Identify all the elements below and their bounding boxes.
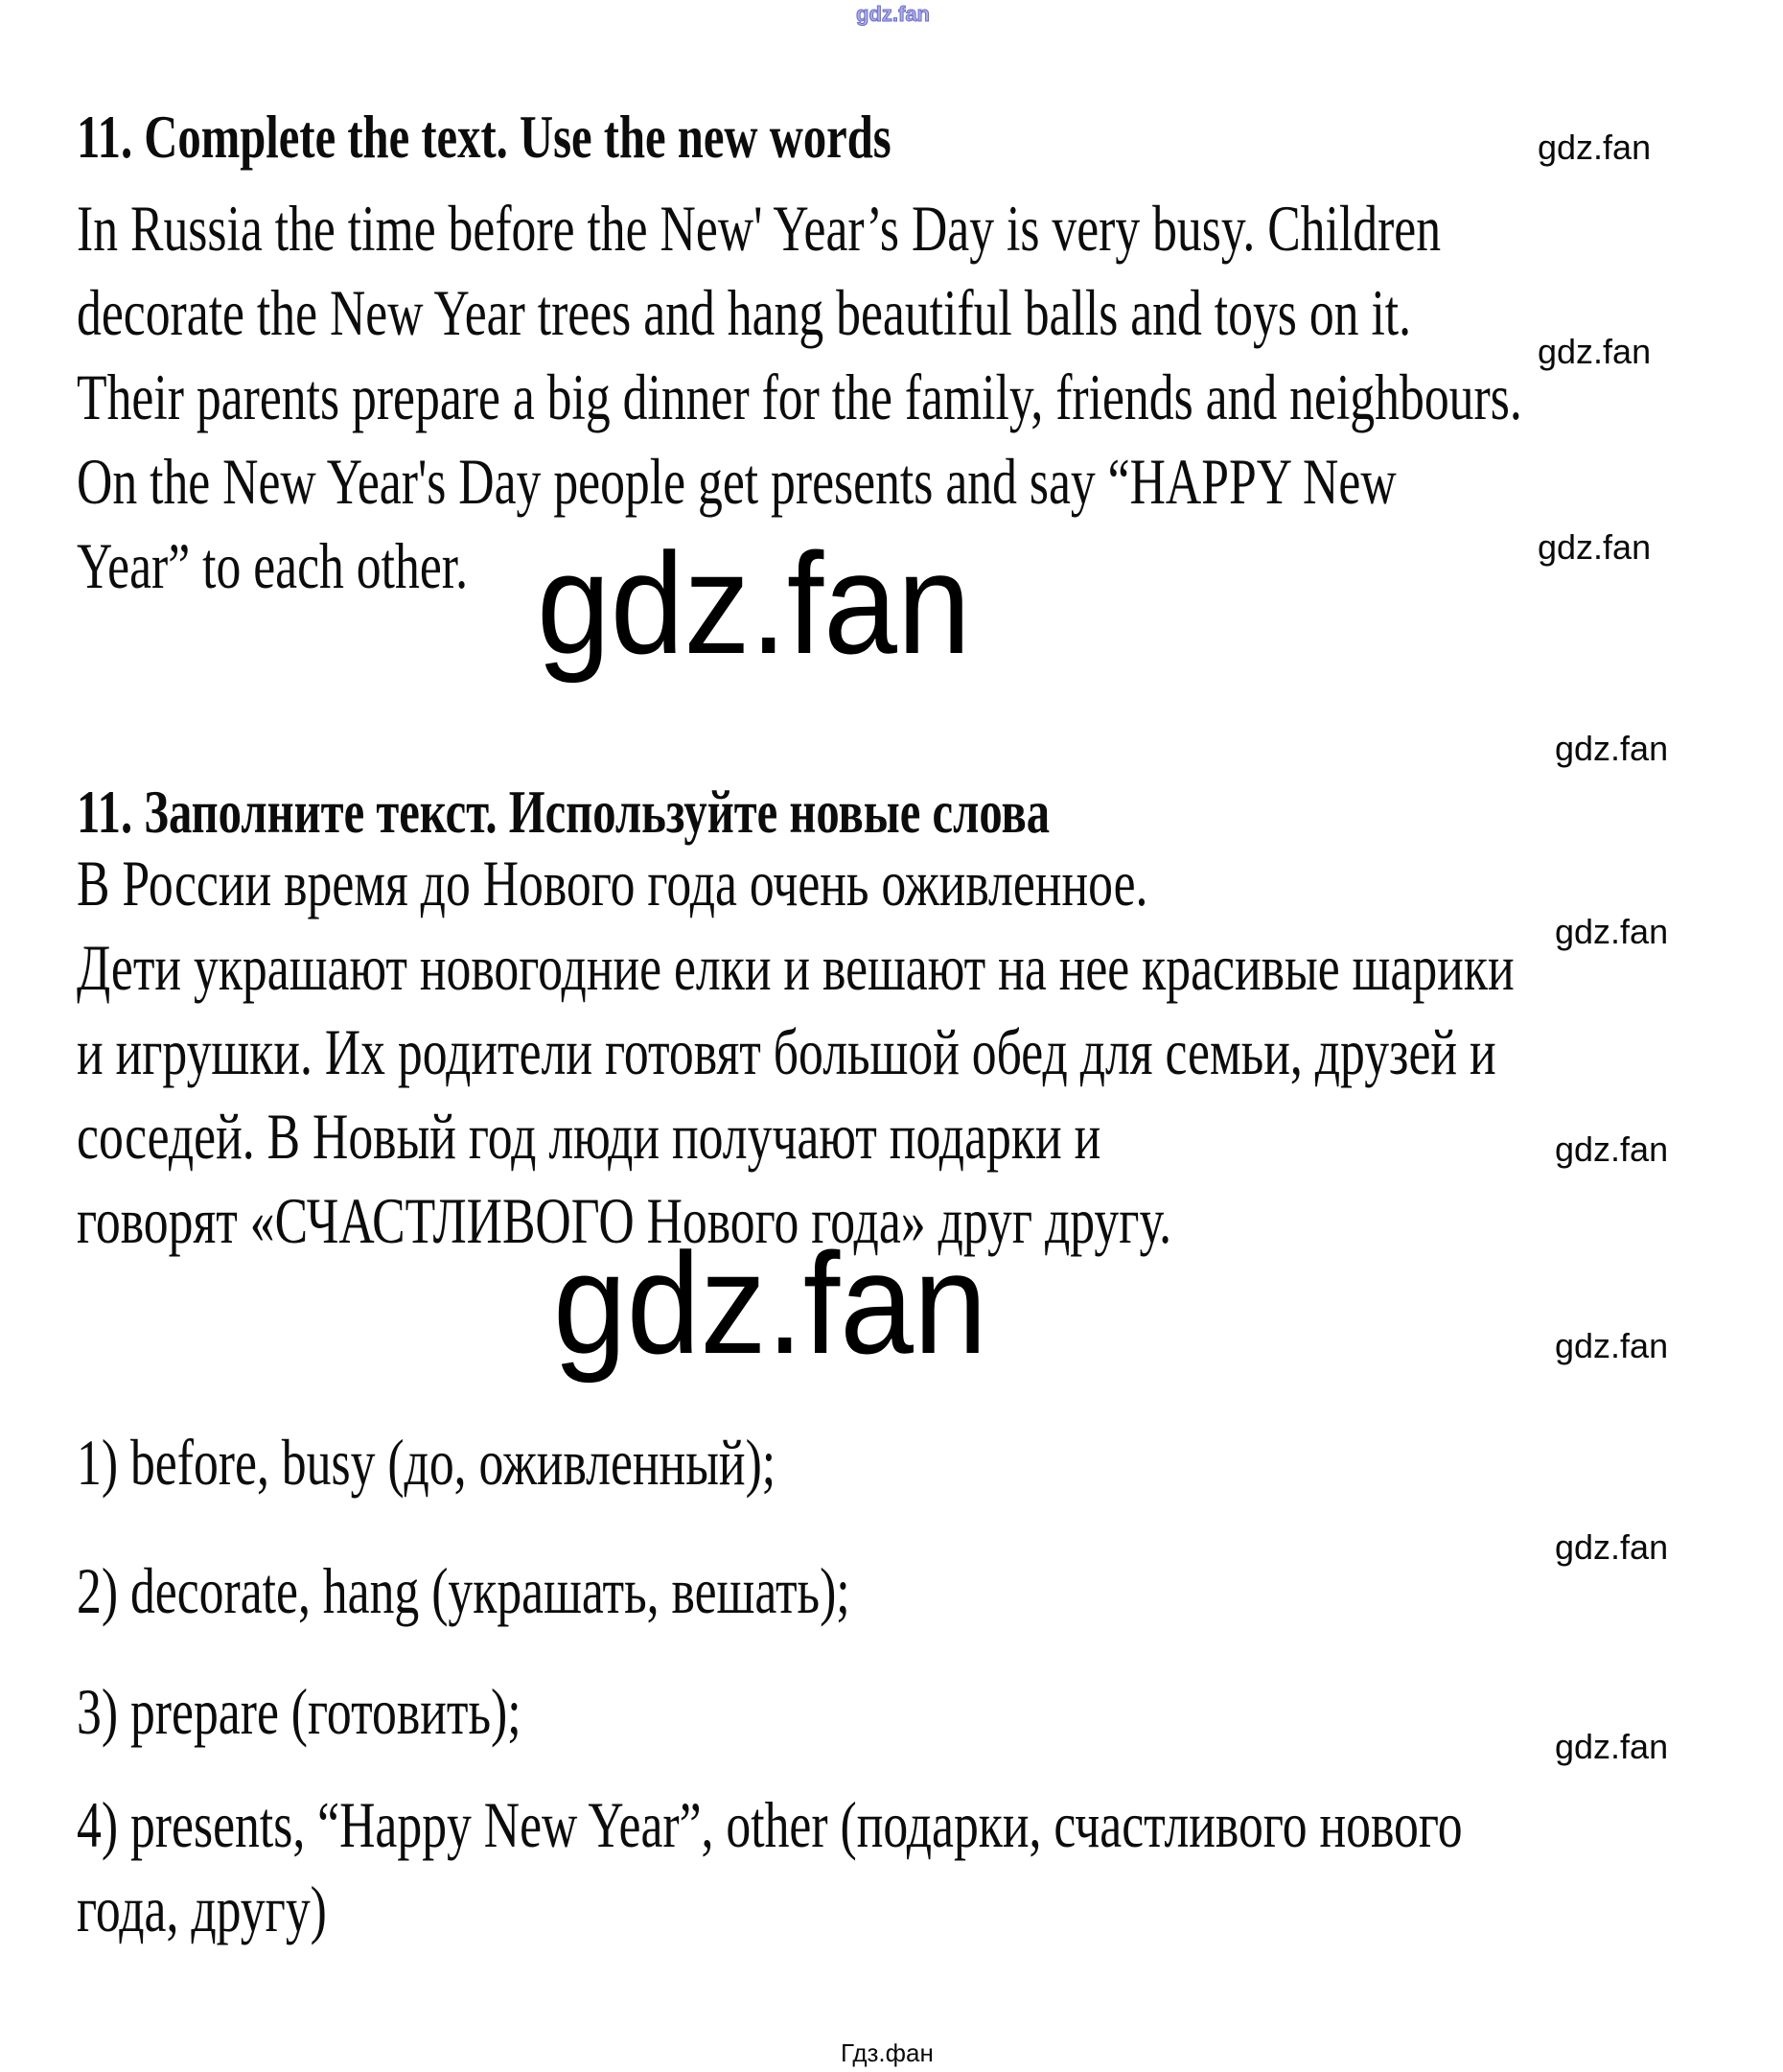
answer-item-4-line-1: 4) presents, “Happy New Year”, other (подарки, счастливого нового bbox=[77, 1788, 1463, 1861]
top-blue-watermark: gdz.fan bbox=[856, 2, 930, 26]
footer-watermark: Гдз.фан bbox=[841, 2038, 934, 2067]
answer-item-4-line-2: года, другу) bbox=[77, 1873, 327, 1945]
side-watermark: gdz.fan bbox=[1538, 527, 1652, 567]
english-text-line: decorate the New Year trees and hang beautiful balls and toys on it. bbox=[77, 276, 1412, 349]
russian-task-heading: 11. Заполните текст. Используйте новые слова bbox=[77, 778, 1051, 846]
side-watermark: gdz.fan bbox=[1555, 1527, 1669, 1567]
answer-item-3: 3) prepare (готовить); bbox=[77, 1675, 521, 1748]
russian-text-line: В России время до Нового года очень оживленное. bbox=[77, 847, 1148, 920]
english-text-line: Their parents prepare a big dinner for the family, friends and neighbours. bbox=[77, 361, 1522, 433]
side-watermark: gdz.fan bbox=[1555, 1727, 1669, 1766]
english-text-line: In Russia the time before the New' Year’s Day is very busy. Children bbox=[77, 192, 1442, 265]
answer-item-1: 1) before, busy (до, оживленный); bbox=[77, 1426, 776, 1499]
russian-text-line: и игрушки. Их родители готовят большой обед для семьи, друзей и bbox=[77, 1015, 1496, 1088]
english-text-line: Year” to each other. bbox=[77, 529, 469, 602]
side-watermark: gdz.fan bbox=[1538, 128, 1652, 167]
big-watermark: gdz.fan bbox=[537, 523, 971, 684]
english-task-heading: 11. Complete the text. Use the new words bbox=[77, 103, 892, 171]
russian-text-line: Дети украшают новогодние елки и вешают на нее красивые шарики bbox=[77, 931, 1515, 1004]
russian-text-line: соседей. В Новый год люди получают подарки и bbox=[77, 1100, 1101, 1173]
side-watermark: gdz.fan bbox=[1538, 332, 1652, 371]
english-text-line: On the New Year's Day people get presents and say “HAPPY New bbox=[77, 445, 1397, 518]
answer-item-2: 2) decorate, hang (украшать, вешать); bbox=[77, 1554, 850, 1627]
side-watermark: gdz.fan bbox=[1555, 1326, 1669, 1365]
big-watermark: gdz.fan bbox=[553, 1222, 987, 1384]
side-watermark: gdz.fan bbox=[1555, 729, 1669, 768]
side-watermark: gdz.fan bbox=[1555, 1129, 1669, 1169]
side-watermark: gdz.fan bbox=[1555, 912, 1669, 951]
russian-text-line: говорят «СЧАСТЛИВОГО Нового года» друг другу. bbox=[77, 1184, 1172, 1257]
